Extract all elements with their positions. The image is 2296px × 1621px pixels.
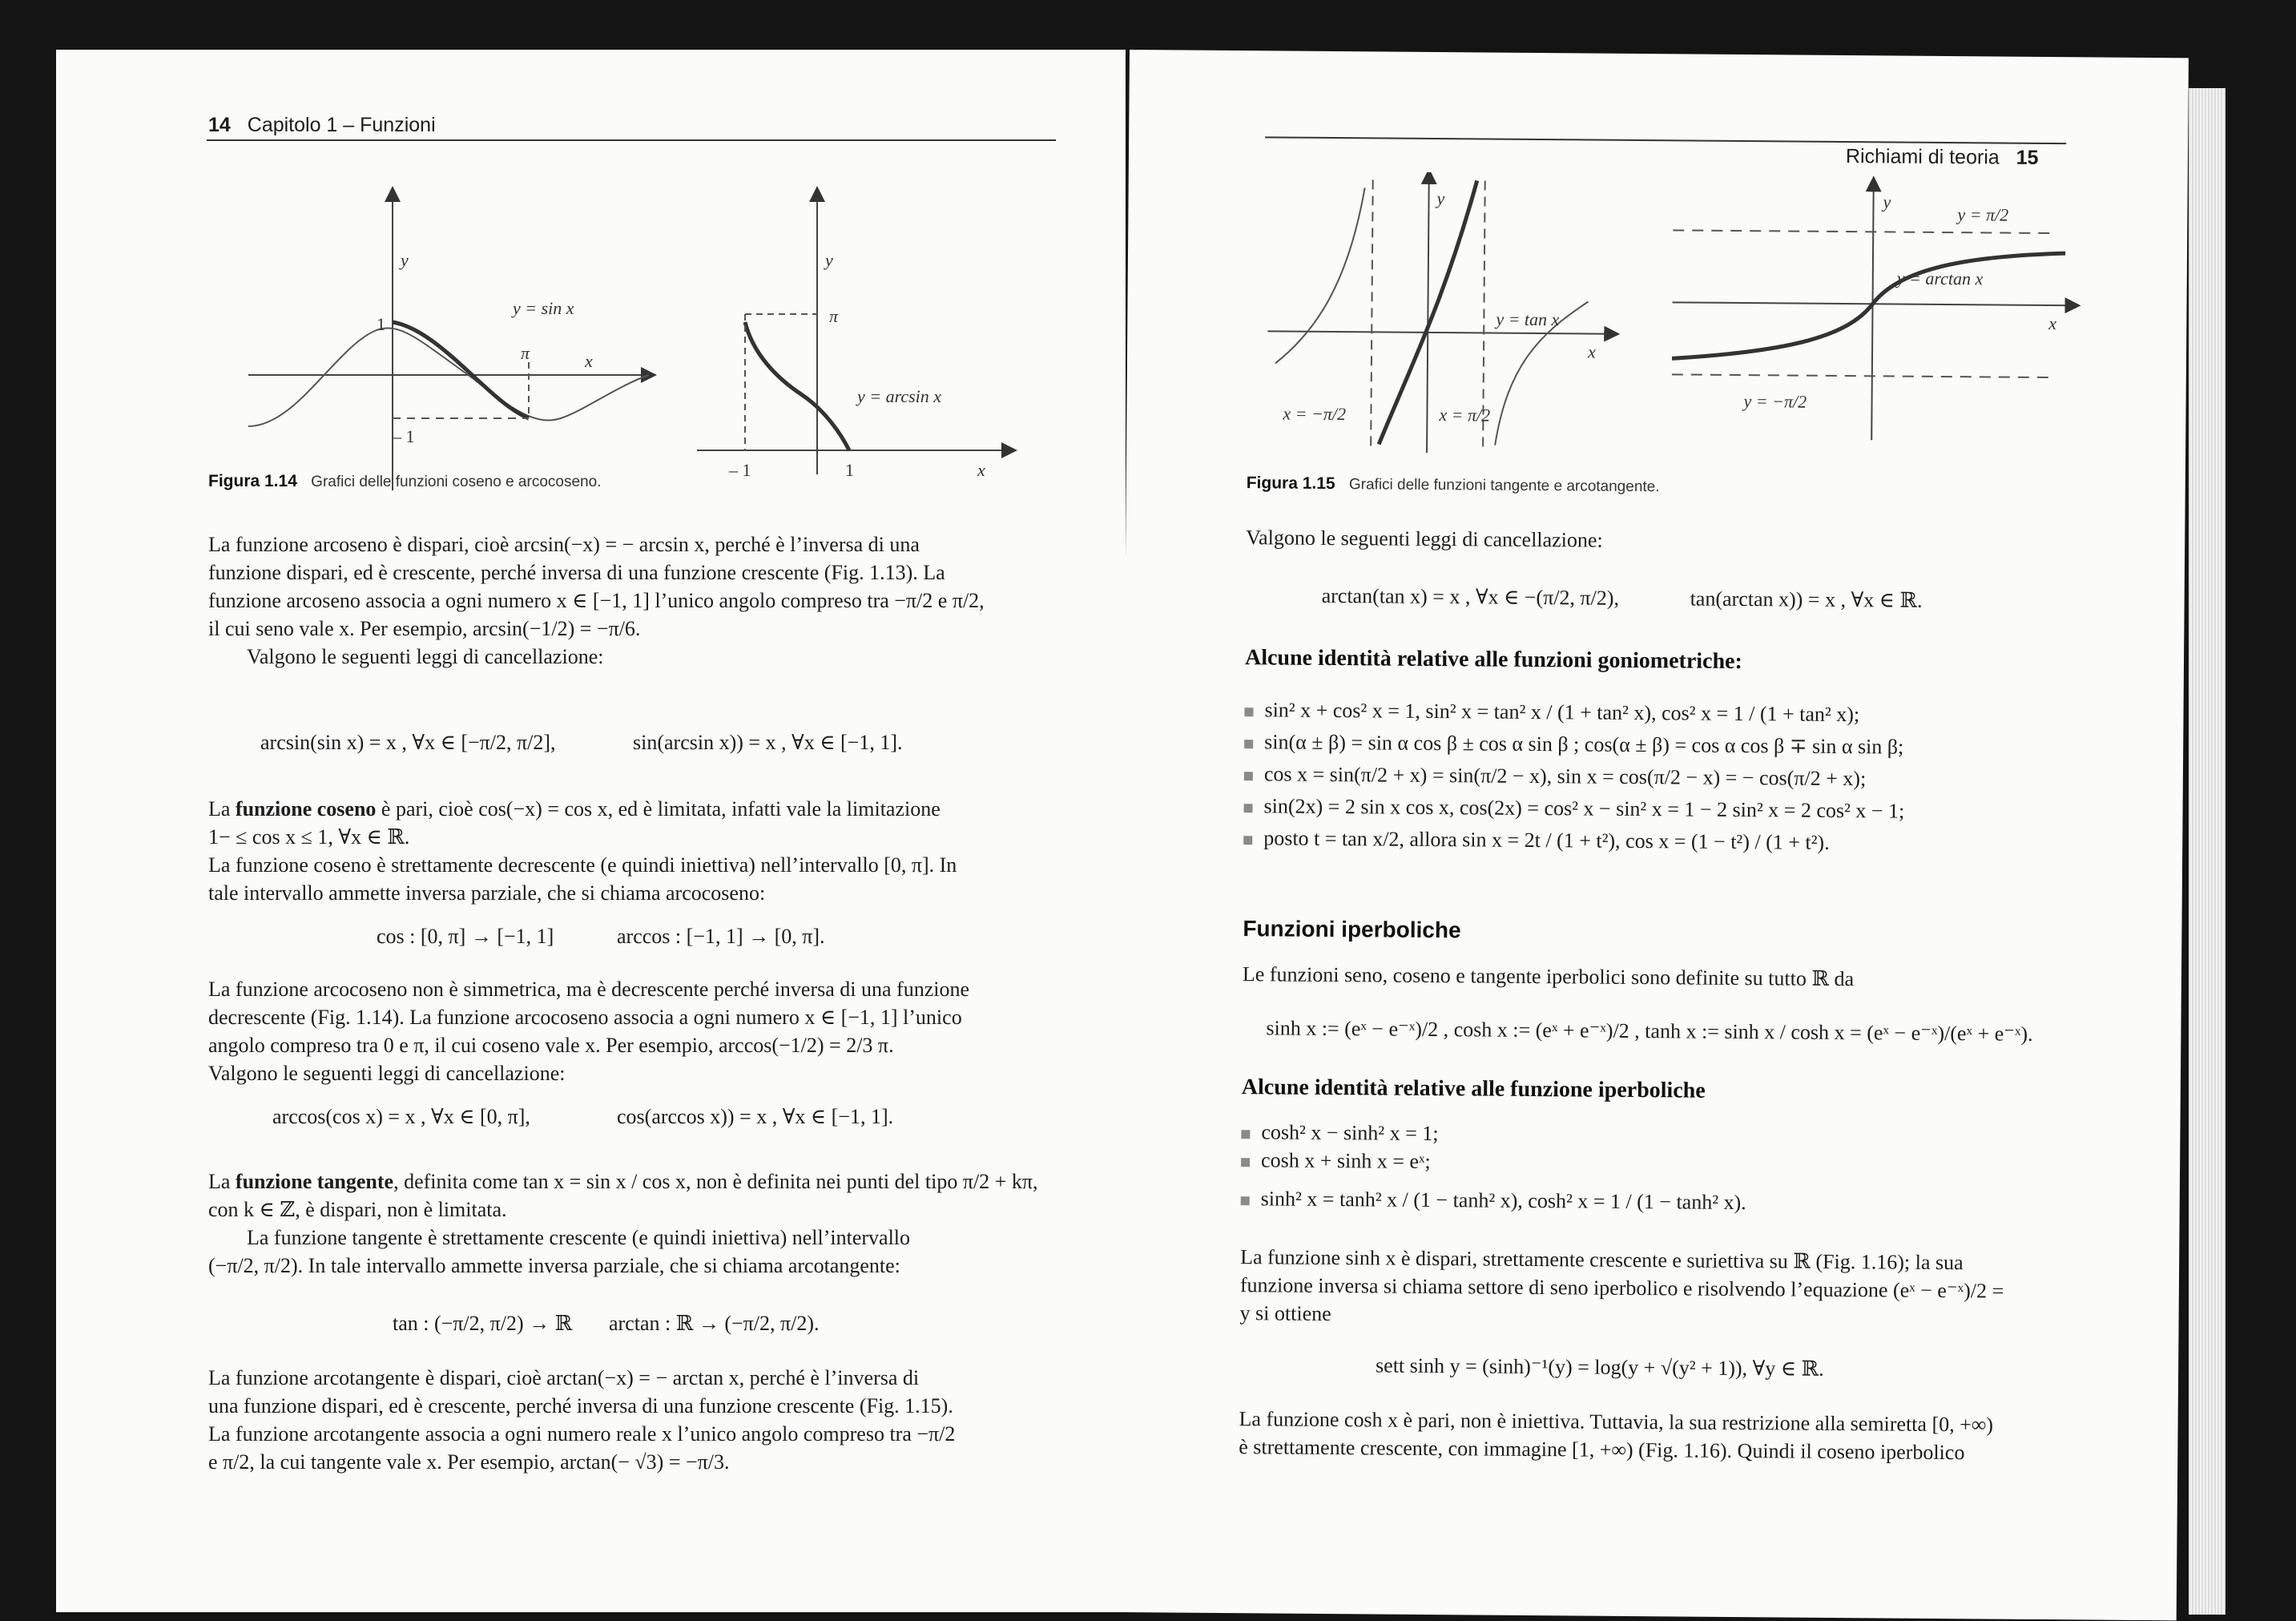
caption-label: Figura 1.15 — [1246, 474, 1335, 494]
text-line: con k ∈ ℤ, è dispari, non è limitata. — [208, 1198, 507, 1221]
y-axis — [1871, 183, 1874, 440]
caption-label: Figura 1.14 — [208, 472, 297, 490]
tick-one: 1 — [377, 314, 385, 334]
text-line: Le funzioni seno, coseno e tangente iperbolici sono definite su tutto ℝ da — [1242, 962, 1855, 991]
text-rest: , definita come tan x = sin x / cos x, non è definita nei punti del tipo π/2 + kπ, — [393, 1170, 1038, 1193]
asymptote-top-label: y = π/2 — [1957, 204, 2009, 225]
left-chapter-title: Capitolo 1 – Funzioni — [247, 114, 436, 136]
term-tangente: funzione tangente — [235, 1170, 394, 1193]
x-label: x — [977, 460, 985, 480]
paragraph-sinh — [1239, 1243, 2089, 1333]
text-line: tale intervallo ammette inversa parziale, che si chiama arcocoseno: — [208, 881, 766, 905]
x-axis — [1267, 331, 1612, 333]
formula-arctan-2: tan(arctan x)) = x , ∀x ∈ ℝ. — [1690, 587, 1923, 612]
figure-caption — [208, 472, 601, 491]
identity-text: sin(α ± β) = sin α cos β ± cos α sin β ; cos(α ± β) = cos α cos β ∓ sin α sin β; — [1264, 730, 1904, 759]
curve-label: y = arcsin x — [857, 386, 942, 406]
paragraph-cosh — [1239, 1405, 2089, 1467]
book-page-edges — [2189, 88, 2226, 1615]
paragraph-arctan — [208, 1364, 1057, 1476]
identity-text: cosh² x − sinh² x = 1; — [1261, 1120, 1439, 1146]
left-page — [56, 50, 1126, 1612]
trig-identity-4 — [1243, 794, 1904, 823]
left-header-rule — [207, 139, 1056, 141]
arctan-graph — [1671, 174, 2090, 450]
text-line: Valgono le seguenti leggi di cancellazione: — [208, 1062, 566, 1085]
y-label: y — [401, 250, 409, 270]
paragraph-arcsin — [208, 530, 1057, 671]
hyperbolic-intro — [1243, 960, 2092, 994]
text-line: una funzione dispari, ed è crescente, perché inversa di una funzione crescente (Fig. 1.15). — [208, 1394, 953, 1417]
right-page — [1118, 50, 2189, 1620]
arcsin-graph — [689, 186, 1025, 490]
text-line: e π/2, la cui tangente vale x. Per esempio, arctan(− √3) = −π/3. — [208, 1450, 730, 1474]
left-header — [208, 114, 436, 137]
x-label: x — [585, 351, 593, 371]
text-prefix: La — [208, 1170, 236, 1193]
trig-identity-1 — [1244, 698, 1859, 727]
curve-label: y = sin x — [513, 298, 574, 318]
text-line: La funzione arcocoseno non è simmetrica, ma è decrescente perché inversa di una funzione — [208, 978, 970, 1001]
paragraph-arccos — [208, 975, 1057, 1087]
asymptote-left-label: x = −π/2 — [1283, 403, 1347, 425]
right-page-number: 15 — [2016, 146, 2039, 169]
identity-text: posto t = tan x/2, allora sin x = 2t / (1 + t²), cos x = (1 − t²) / (1 + t²). — [1263, 826, 1830, 854]
arctan-curve — [1672, 250, 2065, 361]
trig-identity-2 — [1244, 730, 1903, 759]
right-section-title: Richiami di teoria — [1845, 145, 2000, 169]
figure-caption — [1247, 474, 1660, 496]
curve-label: y = tan x — [1496, 308, 1560, 330]
caption-text: Grafici delle funzioni tangente e arcotangente. — [1348, 476, 1660, 496]
formula-arccos-1: arccos(cos x) = x , ∀x ∈ [0, π], — [272, 1105, 530, 1128]
tick-pi: π — [521, 343, 530, 363]
arcsin-curve — [745, 322, 849, 450]
text-line: La funzione tangente è strettamente crescente (e quindi iniettiva) nell’intervallo — [247, 1226, 911, 1249]
text-line: La funzione sinh x è dispari, strettamente crescente e suriettiva su ℝ (Fig. 1.16); la sua — [1240, 1245, 1964, 1275]
trig-identity-5 — [1243, 826, 1830, 855]
hyp-identity-3 — [1241, 1187, 1746, 1215]
paragraph-tangent — [208, 1167, 1057, 1280]
identity-text: sinh² x = tanh² x / (1 − tanh² x), cosh² x = 1 / (1 − tanh² x). — [1260, 1187, 1746, 1215]
text-line: 1− ≤ cos x ≤ 1, ∀x ∈ ℝ. — [208, 825, 410, 849]
curve-label: y = arctan x — [1896, 268, 1984, 289]
text-line: funzione dispari, ed è crescente, perché inversa di una funzione crescente (Fig. 1.13). La — [208, 561, 945, 584]
text-line: Valgono le seguenti leggi di cancellazione: — [1246, 526, 1603, 552]
formula-arcsin-2: sin(arcsin x)) = x , ∀x ∈ [−1, 1]. — [633, 731, 903, 754]
x-label: x — [1587, 341, 1596, 362]
text-line: decrescente (Fig. 1.14). La funzione arcocoseno associa a ogni numero x ∈ [−1, 1] l’unico — [208, 1006, 962, 1029]
tick-minus-one: – 1 — [393, 426, 415, 446]
formula-arctan-1: arctan(tan x) = x , ∀x ∈ −(π/2, π/2), — [1321, 583, 1620, 610]
tick-minus-one: – 1 — [729, 460, 751, 480]
text-rest: è pari, cioè cos(−x) = cos x, ed è limitata, infatti vale la limitazione — [376, 797, 941, 821]
y-axis — [1427, 176, 1429, 453]
text-line: funzione inversa si chiama settore di seno iperbolico e risolvendo l’equazione (eˣ − e⁻ˣ)/2 = — [1239, 1273, 2004, 1303]
text-line: funzione arcoseno associa a ogni numero x ∈ [−1, 1] l’unico angolo compreso tra −π/2 e π/2, — [208, 589, 985, 612]
tick-one: 1 — [845, 460, 854, 480]
right-header — [1846, 145, 2039, 170]
term-coseno: funzione coseno — [235, 797, 377, 821]
left-page-number: 14 — [208, 114, 231, 136]
formula-hyperbolic-defs: sinh x := (eˣ − e⁻ˣ)/2 , cosh x := (eˣ + e⁻ˣ)/2 , tanh x := sinh x / cosh x = (eˣ − e⁻ˣ)/(eˣ + e⁻ˣ). — [1266, 1016, 2033, 1046]
caption-text: Grafici delle funzioni coseno e arcocoseno. — [311, 474, 602, 490]
asymptote-bottom-label: y = −π/2 — [1743, 391, 1807, 412]
hyp-identity-1 — [1241, 1120, 1438, 1146]
formula-tan-domain: tan : (−π/2, π/2) → ℝ — [393, 1312, 573, 1335]
hyperbolic-identities-heading: Alcune identità relative alle funzione iperboliche — [1241, 1075, 1706, 1103]
text-line: y si ottiene — [1239, 1301, 1331, 1326]
identity-text: cosh x + sinh x = eˣ; — [1261, 1148, 1431, 1173]
tan-graph — [1267, 171, 1654, 462]
x-label: x — [2048, 313, 2057, 334]
sine-graph — [248, 186, 697, 498]
formula-arccos-domain: arccos : [−1, 1] → [0, π]. — [617, 925, 825, 948]
text-line: La funzione coseno è strettamente decrescente (e quindi iniettiva) nell’intervallo [0, π]. In — [208, 853, 957, 877]
formula-arcsin-1: arcsin(sin x) = x , ∀x ∈ [−π/2, π/2], — [260, 731, 556, 754]
identity-text: sin(2x) = 2 sin x cos x, cos(2x) = cos² x − sin² x = 1 − 2 sin² x = 2 cos² x − 1; — [1263, 794, 1905, 823]
formula-cos-domain: cos : [0, π] → [−1, 1] — [377, 925, 554, 948]
text-line: La funzione cosh x è pari, non è iniettiva. Tuttavia, la sua restrizione alla semiretta [0, +∞) — [1239, 1407, 1994, 1437]
paragraph-cosine — [208, 795, 1057, 907]
text-prefix: La — [208, 797, 236, 821]
formula-arccos-2: cos(arccos x)) = x , ∀x ∈ [−1, 1]. — [617, 1105, 894, 1128]
intro-paragraph — [1246, 523, 2095, 558]
text-line: La funzione arcotangente è dispari, cioè arctan(−x) = − arctan x, perché è l’inversa di — [208, 1366, 920, 1389]
text-line: il cui seno vale x. Per esempio, arcsin(−1/2) = −π/6. — [208, 617, 641, 640]
formula-settsinh: sett sinh y = (sinh)⁻¹(y) = log(y + √(y² + 1)), ∀y ∈ ℝ. — [1375, 1353, 1824, 1381]
asymptote-right-label: x = π/2 — [1439, 405, 1491, 425]
text-line: (−π/2, π/2). In tale intervallo ammette inversa parziale, che si chiama arcotangente: — [208, 1254, 900, 1277]
trig-identity-3 — [1244, 762, 1867, 791]
y-label: y — [825, 250, 833, 270]
hyperbolic-heading: Funzioni iperboliche — [1243, 916, 1461, 943]
trig-identities-heading: Alcune identità relative alle funzioni goniometriche: — [1244, 645, 1742, 675]
text-line: La funzione arcotangente associa a ogni numero reale x l’unico angolo compreso tra −π/2 — [208, 1422, 956, 1446]
hyp-identity-2 — [1241, 1148, 1431, 1174]
text-line: è strettamente crescente, con immagine [1, +∞) (Fig. 1.16). Quindi il coseno iperbolico — [1239, 1435, 1965, 1465]
right-header-rule — [1265, 136, 2066, 144]
y-label: y — [1883, 192, 1891, 212]
identity-text: cos x = sin(π/2 + x) = sin(π/2 − x), sin x = cos(π/2 − x) = − cos(π/2 + x); — [1263, 762, 1867, 791]
identity-text: sin² x + cos² x = 1, sin² x = tan² x / (1 + tan² x), cos² x = 1 / (1 + tan² x); — [1264, 698, 1860, 727]
tick-pi: π — [829, 306, 839, 326]
text-line: La funzione arcoseno è dispari, cioè arcsin(−x) = − arcsin x, perché è l’inversa di una — [208, 533, 920, 556]
text-line: angolo compreso tra 0 e π, il cui coseno vale x. Per esempio, arccos(−1/2) = 2/3 π. — [208, 1034, 894, 1057]
y-label: y — [1436, 188, 1445, 209]
text-line: Valgono le seguenti leggi di cancellazione: — [247, 645, 604, 668]
formula-arctan-domain: arctan : ℝ → (−π/2, π/2). — [609, 1312, 820, 1335]
